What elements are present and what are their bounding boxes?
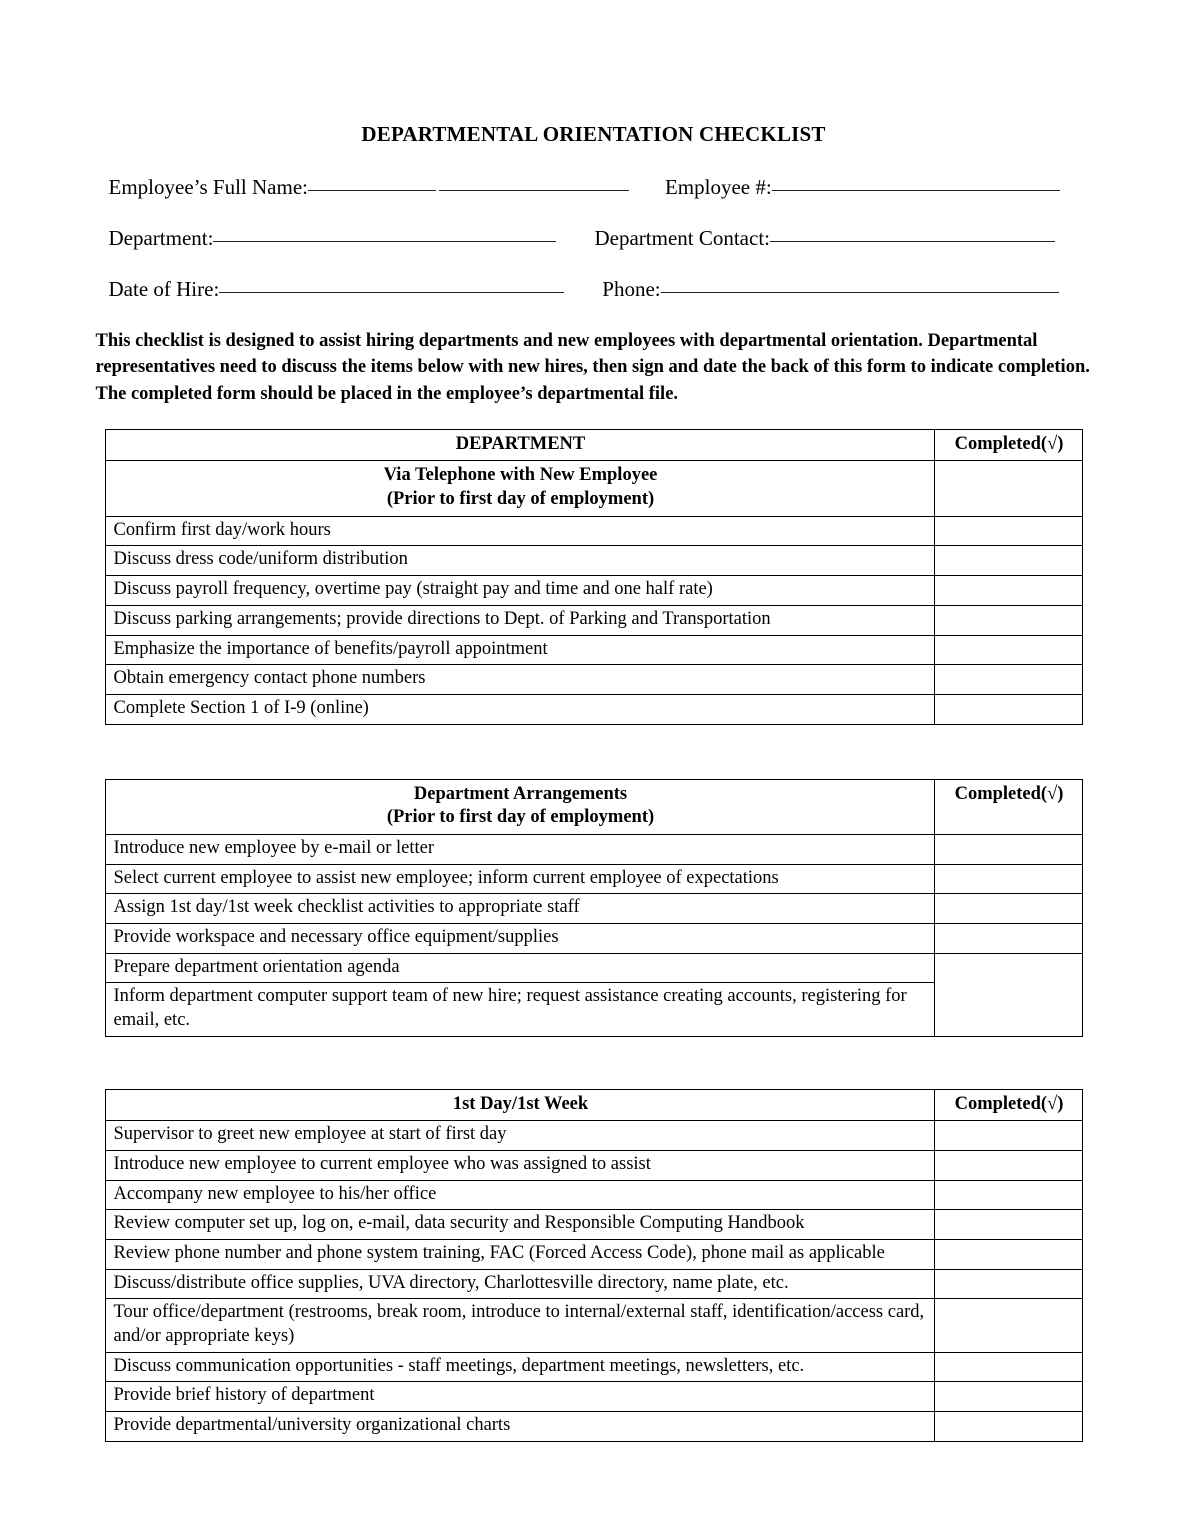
- table-row: [105, 953, 1082, 983]
- table-row: [105, 516, 1082, 546]
- department-rule[interactable]: [213, 241, 556, 242]
- task-label: Confirm first day/work hours: [105, 516, 934, 546]
- department-contact-field[interactable]: [594, 226, 1055, 251]
- completed-cell[interactable]: [934, 1411, 1082, 1441]
- task-label: Provide brief history of department: [105, 1382, 934, 1412]
- table-row: [105, 546, 1082, 576]
- task-label: Inform department computer support team of new hire; request assistance creating accounts, registering for email, etc.: [105, 983, 934, 1036]
- completed-cell[interactable]: [934, 1210, 1082, 1240]
- table-row: [105, 1382, 1082, 1412]
- phone-field[interactable]: [602, 277, 1058, 302]
- completed-cell[interactable]: [934, 1382, 1082, 1412]
- phone-rule[interactable]: [661, 292, 1059, 293]
- task-label: Provide workspace and necessary office equipment/supplies: [105, 923, 934, 953]
- task-label: Review phone number and phone system training, FAC (Forced Access Code), phone mail as applicable: [105, 1239, 934, 1269]
- form-row-department: [109, 226, 1079, 251]
- task-label: Introduce new employee by e-mail or letter: [105, 834, 934, 864]
- table-row: [105, 1239, 1082, 1269]
- arrangements-section-header: [105, 779, 934, 834]
- table-row: [105, 1150, 1082, 1180]
- employee-info-form: [109, 147, 1079, 302]
- completed-column-header: Completed(√): [934, 779, 1082, 834]
- employee-full-name-field[interactable]: [109, 175, 629, 200]
- department-checklist-table: [105, 429, 1083, 725]
- completed-cell[interactable]: [934, 864, 1082, 894]
- table-row: [105, 1180, 1082, 1210]
- task-label: Emphasize the importance of benefits/payroll appointment: [105, 635, 934, 665]
- task-label: Complete Section 1 of I-9 (online): [105, 694, 934, 724]
- completed-cell[interactable]: [934, 1180, 1082, 1210]
- date-of-hire-label: Date of Hire:: [108, 277, 220, 301]
- completed-cell[interactable]: [934, 605, 1082, 635]
- task-label: Discuss dress code/uniform distribution: [105, 546, 934, 576]
- table-row: [105, 605, 1082, 635]
- task-label: Discuss payroll frequency, overtime pay (straight pay and time and one half rate): [105, 576, 934, 606]
- department-label: Department:: [108, 226, 214, 250]
- task-label: Review computer set up, log on, e-mail, data security and Responsible Computing Handbook: [105, 1210, 934, 1240]
- completed-cell[interactable]: [934, 1269, 1082, 1299]
- arrangements-header-line1: Department Arrangements: [413, 783, 628, 804]
- table-row: [105, 1210, 1082, 1240]
- task-label: Provide departmental/university organizational charts: [105, 1411, 934, 1441]
- date-of-hire-field[interactable]: [109, 277, 565, 302]
- completed-cell[interactable]: [934, 1352, 1082, 1382]
- table-row: [105, 1352, 1082, 1382]
- task-label: Assign 1st day/1st week checklist activities to appropriate staff: [105, 894, 934, 924]
- department-section-header: DEPARTMENT: [105, 429, 934, 461]
- task-label: Supervisor to greet new employee at start of first day: [105, 1121, 934, 1151]
- table-row: [105, 834, 1082, 864]
- employee-number-field[interactable]: [665, 175, 1060, 200]
- completed-column-header: Completed(√): [934, 1089, 1082, 1121]
- instructions-paragraph: This checklist is designed to assist hiring departments and new employees with departmental orientation. Departmental representatives need to discuss the items below with new hires, then sign and date the back of this form to indicate completion. The completed form should be placed in the employee’s departmental file.: [95, 331, 1090, 404]
- completed-cell[interactable]: [934, 546, 1082, 576]
- task-label: Obtain emergency contact phone numbers: [105, 665, 934, 695]
- completed-cell[interactable]: [934, 461, 1082, 516]
- first-day-first-week-table: [105, 1089, 1083, 1442]
- completed-cell[interactable]: [934, 635, 1082, 665]
- table-row: [105, 665, 1082, 695]
- table-row: [105, 894, 1082, 924]
- table-row: [105, 923, 1082, 953]
- department-contact-rule[interactable]: [770, 241, 1055, 242]
- table-row: [105, 694, 1082, 724]
- table-header-row: [105, 1089, 1082, 1121]
- completed-cell[interactable]: [934, 1299, 1082, 1352]
- task-label: Discuss communication opportunities - staff meetings, department meetings, newsletters, etc.: [105, 1352, 934, 1382]
- completed-cell[interactable]: [934, 576, 1082, 606]
- table-row: [105, 1121, 1082, 1151]
- first-day-section-header: 1st Day/1st Week: [105, 1089, 934, 1121]
- employee-full-name-rule-b[interactable]: [439, 190, 629, 191]
- task-label: Discuss/distribute office supplies, UVA directory, Charlottesville directory, name plate, etc.: [105, 1269, 934, 1299]
- form-row-name: [109, 175, 1079, 200]
- employee-full-name-rule-a[interactable]: [308, 190, 436, 191]
- department-subheader-line1: Via Telephone with New Employee: [383, 465, 658, 486]
- table-subheader-row: [105, 461, 1082, 516]
- table-row: [105, 1299, 1082, 1352]
- employee-number-label: Employee #:: [664, 175, 772, 199]
- task-label: Accompany new employee to his/her office: [105, 1180, 934, 1210]
- completed-column-header: Completed(√): [934, 429, 1082, 461]
- page-title: DEPARTMENTAL ORIENTATION CHECKLIST: [361, 122, 826, 146]
- task-label: Introduce new employee to current employee who was assigned to assist: [105, 1150, 934, 1180]
- department-subheader-line2: (Prior to first day of employment): [386, 489, 655, 510]
- completed-cell[interactable]: [934, 894, 1082, 924]
- completed-cell[interactable]: [934, 665, 1082, 695]
- table-row: [105, 1411, 1082, 1441]
- form-row-hire-date: [109, 277, 1079, 302]
- phone-label: Phone:: [602, 277, 661, 301]
- completed-cell[interactable]: [934, 923, 1082, 953]
- completed-cell[interactable]: [934, 1239, 1082, 1269]
- completed-cell[interactable]: [934, 1150, 1082, 1180]
- table-row: [105, 635, 1082, 665]
- task-label: Discuss parking arrangements; provide directions to Dept. of Parking and Transportation: [105, 605, 934, 635]
- completed-cell[interactable]: [934, 1121, 1082, 1151]
- department-contact-label: Department Contact:: [594, 226, 770, 250]
- department-field[interactable]: [109, 226, 557, 251]
- table-row: [105, 1269, 1082, 1299]
- department-subheader: [105, 461, 934, 516]
- task-label: Tour office/department (restrooms, break room, introduce to internal/external staff, identification/access card, and/or appropriate keys): [105, 1299, 934, 1352]
- completed-cell[interactable]: [934, 694, 1082, 724]
- department-arrangements-table: [105, 779, 1083, 1037]
- arrangements-header-line2: (Prior to first day of employment): [386, 807, 655, 828]
- task-label: Prepare department orientation agenda: [105, 953, 934, 983]
- table-header-row: [105, 779, 1082, 834]
- table-header-row: [105, 429, 1082, 461]
- table-row: [105, 864, 1082, 894]
- employee-full-name-label: Employee’s Full Name:: [108, 175, 308, 199]
- completed-cell[interactable]: [934, 953, 1082, 1036]
- date-of-hire-rule[interactable]: [219, 292, 564, 293]
- completed-cell[interactable]: [934, 834, 1082, 864]
- completed-cell[interactable]: [934, 516, 1082, 546]
- table-row: [105, 576, 1082, 606]
- task-label: Select current employee to assist new employee; inform current employee of expectations: [105, 864, 934, 894]
- employee-number-rule[interactable]: [772, 190, 1060, 191]
